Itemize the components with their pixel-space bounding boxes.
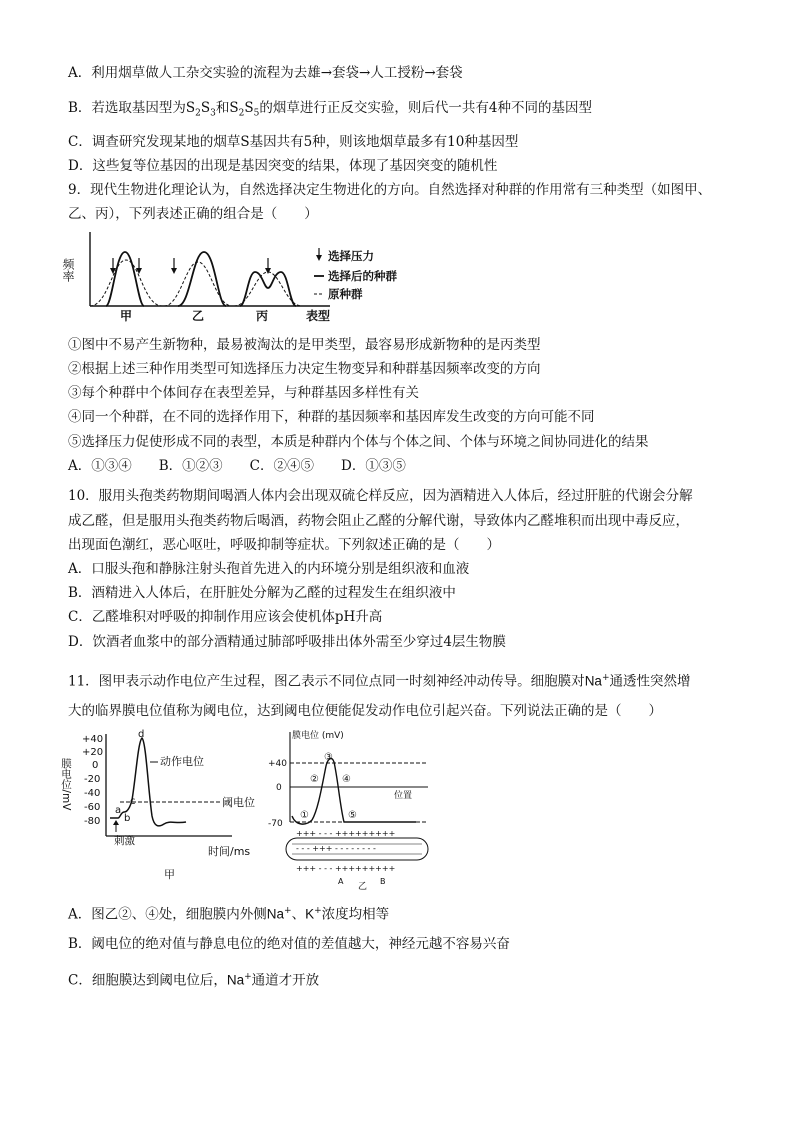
curve-selected-bing (240, 272, 296, 306)
x-axis-label: 表型 (306, 309, 331, 323)
svg-text:-20: -20 (84, 774, 101, 785)
figure-impulse-conduction (268, 726, 438, 890)
svg-text:- - - +++ - - - - - - - -: - - - +++ - - - - - - - - (296, 844, 376, 853)
svg-text:A: A (338, 877, 344, 886)
svg-text:b: b (124, 813, 131, 824)
action-potential-curve (110, 738, 186, 826)
svg-text:+40: +40 (268, 759, 287, 769)
svg-text:d: d (138, 729, 145, 740)
threshold-label: 阈电位 (222, 796, 255, 809)
q11-stem-line2: 大的临界膜电位值称为阈电位，达到阈电位便能促发动作电位引起兴奋。下列说法正确的是（ ） (68, 703, 662, 719)
option-d-q8: D．这些复等位基因的出现是基因突变的结果，体现了基因突变的随机性 (68, 158, 498, 174)
svg-text:B: B (380, 877, 386, 886)
svg-text:c: c (130, 796, 136, 807)
y-axis-label: 频率 (61, 258, 75, 282)
svg-text:①: ① (300, 810, 309, 821)
y-axis-label: 膜电位 (mV) (292, 731, 344, 741)
figure-caption-jia: 甲 (164, 868, 175, 881)
label-bing: 丙 (256, 309, 269, 323)
legend-original-population: 原种群 (328, 287, 363, 301)
q9-stem-line2: 乙、丙），下列表述正确的组合是（ ） (68, 206, 318, 222)
svg-text:②: ② (310, 774, 319, 785)
q9-stem-line1: 9．现代生物进化理论认为，自然选择决定生物进化的方向。自然选择对种群的作用常有三种类型（如图甲、 (68, 182, 712, 198)
svg-text:+++ - - - +++++++++: +++ - - - +++++++++ (296, 864, 396, 873)
figure-selection-types (61, 228, 428, 328)
svg-text:a: a (115, 805, 122, 816)
curve-original-jia (90, 260, 162, 306)
x-axis-label: 时间/ms (208, 845, 251, 858)
svg-text:④: ④ (342, 774, 351, 785)
svg-text:0: 0 (276, 783, 282, 793)
statement-4: ④同一个种群，在不同的选择作用下，种群的基因频率和基因库发生改变的方向可能不同 (68, 409, 595, 425)
label-jia: 甲 (120, 309, 133, 323)
label-yi: 乙 (192, 309, 205, 323)
svg-text:+++ - - - +++++++++: +++ - - - +++++++++ (296, 829, 396, 838)
q10-stem-line3: 出现面色潮红，恶心呕吐，呼吸抑制等症状。下列叙述正确的是（ ） (68, 537, 500, 553)
option-d-q10: D．饮酒者血浆中的部分酒精通过肺部呼吸排出体外需至少穿过4层生物膜 (68, 634, 506, 650)
statement-3: ③每个种群中个体间存在表型差异，与种群基因多样性有关 (68, 385, 419, 401)
option-c-q11: C．细胞膜达到阈电位后，Na+通道才开放 (68, 972, 320, 989)
option-a-q10: A．口服头孢和静脉注射头孢首先进入的内环境分别是组织液和血液 (68, 561, 470, 577)
legend-selected-population: 选择后的种群 (328, 269, 397, 283)
stimulus-label: 刺激 (114, 835, 135, 847)
curve-label: 动作电位 (160, 755, 204, 768)
svg-text:-70: -70 (268, 819, 283, 829)
y-axis-label: 膜电位/mV (60, 758, 72, 811)
svg-text:+20: +20 (82, 747, 104, 758)
option-c-q8: C．调查研究发现某地的烟草S基因共有5种，则该地烟草最多有10种基因型 (68, 134, 519, 150)
x-axis-label: 位置 (394, 791, 413, 801)
option-b-q10: B．酒精进入人体后，在肝脏处分解为乙醛的过程发生在组织液中 (68, 585, 456, 601)
q10-stem-line1: 10．服用头孢类药物期间喝酒人体内会出现双硫仑样反应，因为酒精进入人体后，经过肝脏的代谢会分解 (68, 488, 693, 504)
statement-2: ②根据上述三种作用类型可知选择压力决定生物变异和种群基因频率改变的方向 (68, 361, 541, 377)
option-c-q10: C．乙醛堆积对呼吸的抑制作用应该会使机体pH升高 (68, 609, 383, 625)
statement-1: ①图中不易产生新物种，最易被淘汰的是甲类型，最容易形成新物种的是丙类型 (68, 337, 541, 353)
svg-text:0: 0 (92, 760, 99, 771)
option-a-q8: A．利用烟草做人工杂交实验的流程为去雄→套袋→人工授粉→套袋 (68, 65, 463, 81)
svg-text:-60: -60 (84, 802, 101, 813)
statement-5: ⑤选择压力促使形成不同的表型，本质是种群内个体与个体之间、个体与环境之间协同进化的结果 (68, 434, 649, 450)
option-b-q8: B．若选取基因型为$S_2S_3$和$S_2S_5$的烟草进行正反交实验，则后代一共有4种不同的基因型 (68, 100, 592, 119)
option-b-q11: B．阈电位的绝对值与静息电位的绝对值的差值越大，神经元越不容易兴奋 (68, 936, 510, 952)
figure-action-potential (60, 728, 260, 884)
option-a-q11: A．图乙②、④处，细胞膜内外侧Na+、K+浓度均相等 (68, 906, 390, 923)
legend-selection-pressure: 选择压力 (328, 249, 374, 263)
svg-text:-40: -40 (84, 788, 101, 799)
q9-choices: A．①③④ B．①②③ C．②④⑤ D．①③⑤ (68, 458, 406, 474)
svg-text:⑤: ⑤ (348, 810, 357, 821)
svg-text:-80: -80 (84, 816, 101, 827)
svg-text:③: ③ (324, 752, 333, 763)
q10-stem-line2: 成乙醛，但是服用头孢类药物后喝酒，药物会阻止乙醛的分解代谢，导致体内乙醛堆积而出现中毒反应， (68, 513, 689, 529)
svg-text:+40: +40 (82, 734, 104, 745)
q11-stem-line1: 11．图甲表示动作电位产生过程，图乙表示不同位点同一时刻神经冲动传导。细胞膜对Na+通透性突然增 (68, 673, 691, 690)
figure-caption-yi: 乙 (358, 882, 368, 892)
